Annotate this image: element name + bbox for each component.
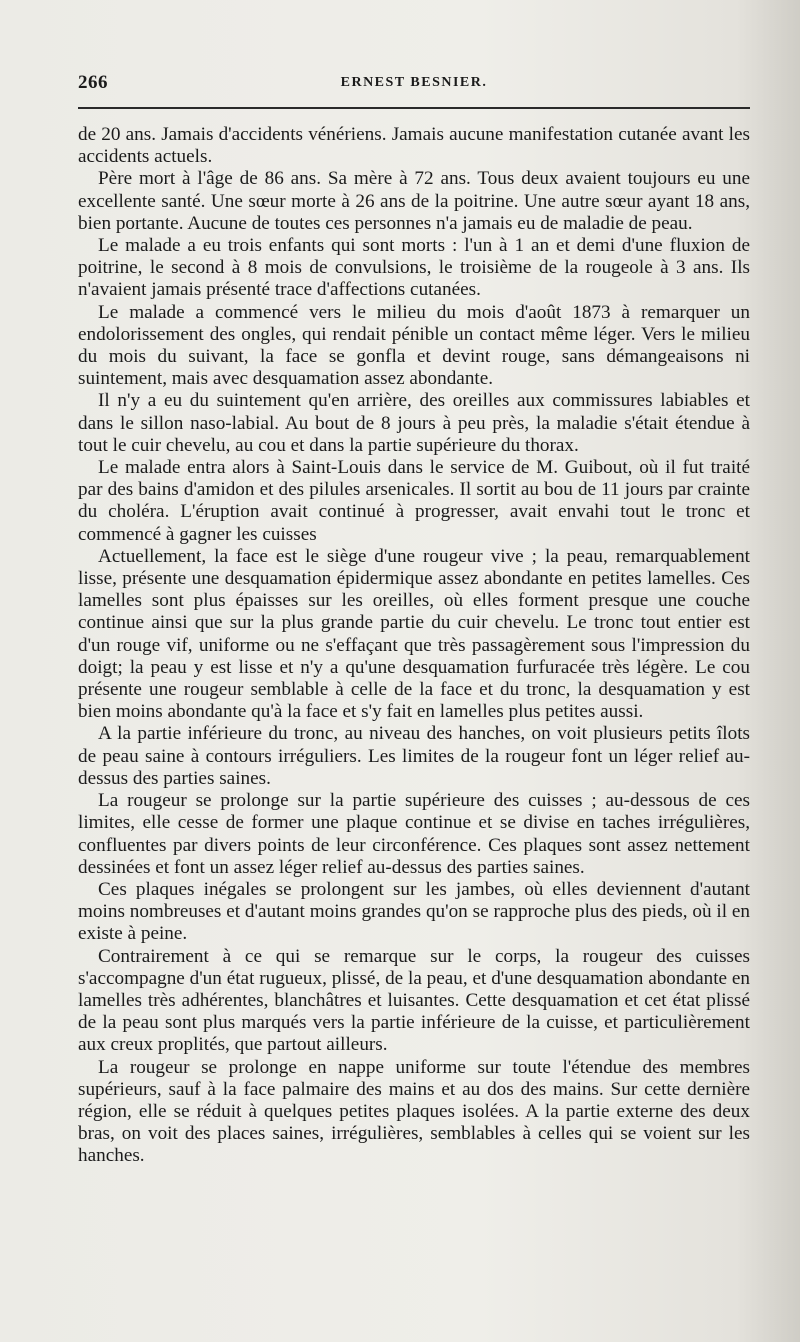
paragraph: de 20 ans. Jamais d'accidents vénériens. Jamais aucune manifestation cutanée avant les accidents actuels. (78, 124, 750, 168)
page-header (78, 72, 750, 98)
paragraph: Le malade a eu trois enfants qui sont morts : l'un à 1 an et demi d'une fluxion de poitrine, le second à 8 mois de convulsions, le troisième de la rougeole à 3 ans. Ils n'avaient jamais présenté trace d'affections cutanées. (78, 235, 750, 301)
paragraph: Ces plaques inégales se prolongent sur les jambes, où elles deviennent d'autant moins nombreuses et d'autant moins grandes qu'on se rapproche plus des pieds, où il en existe à peine. (78, 878, 750, 945)
paragraph: La rougeur se prolonge en nappe uniforme sur toute l'étendue des membres supérieurs, sauf à la face palmaire des mains et au dos des mains. Sur cette dernière région, elle se réduit à quelques petites plaques isolées. A la partie externe des deux bras, on voit des places saines, irrégulières, semblables à celles qui se voient sur les hanches. (78, 1056, 750, 1167)
paragraph: Il n'y a eu du suintement qu'en arrière, des oreilles aux commissures labiables et dans le sillon naso-labial. Au bout de 8 jours à peu près, la maladie s'était étendue à tout le cuir chevelu, au cou et dans la partie supérieure du thorax. (78, 390, 750, 456)
paragraph: Le malade a commencé vers le milieu du mois d'août 1873 à remarquer un endolorissement des ongles, qui rendait pénible un contact même léger. Vers le milieu du mois du suivant, la face se gonfla et devint rouge, sans démangeaisons ni suintement, mais avec desquamation assez abondante. (78, 301, 750, 390)
paragraph: Contrairement à ce qui se remarque sur le corps, la rougeur des cuisses s'accompagne d'un état rugueux, plissé, de la peau, et d'une desquamation abondante en lamelles très adhérentes, blanchâtres et luisantes. Cette desquamation et cet état plissé de la peau sont plus marqués vers la partie inférieure de la cuisse, et particulièrement aux creux proplités, que partout ailleurs. (78, 945, 750, 1056)
running-head: ERNEST BESNIER. (340, 75, 488, 90)
paragraph: A la partie inférieure du tronc, au niveau des hanches, on voit plusieurs petits îlots de peau saine à contours irréguliers. Les limites de la rougeur font un léger relief au-dessus des parties saines. (78, 723, 750, 789)
paragraph: La rougeur se prolonge sur la partie supérieure des cuisses ; au-dessous de ces limites, elle cesse de former une plaque continue et se divise en taches irrégulières, confluentes par divers points de leur circonférence. Ces plaques sont assez nettement dessinées et font un assez léger relief au-dessus des parties saines. (78, 790, 750, 878)
paragraph: Le malade entra alors à Saint-Louis dans le service de M. Guibout, où il fut traité par des bains d'amidon et des pilules arsenicales. Il sortit au bou de 11 jours par crainte du choléra. L'éruption avait continué à progresser, avait envahi tout le tronc et commencé à gagner les cuisses (78, 457, 750, 545)
page-number: 266 (78, 72, 108, 93)
paragraph: Actuellement, la face est le siège d'une rougeur vive ; la peau, remarquablement lisse, présente une desquamation épidermique assez abondante en petites lamelles. Ces lamelles sont plus épaisses sur les oreilles, où elles forment presque une couche continue ainsi que sur la plus grande partie du cuir chevelu. Le tronc tout entier est d'un rouge vif, uniforme ou ne s'effaçant que très passagèrement sous l'impression du doigt; la peau y est lisse et n'y a qu'une desquamation furfuracée très légère. Le cou présente une rougeur semblable à celle de la face et du tronc, la desquamation y est bien moins abondante qu'à la face et s'y fait en lamelles plus petites aussi. (78, 545, 750, 723)
body-text (78, 124, 750, 1168)
header-rule (78, 107, 750, 109)
paragraph: Père mort à l'âge de 86 ans. Sa mère à 72 ans. Tous deux avaient toujours eu une excellente santé. Une sœur morte à 26 ans de la poitrine. Une autre sœur ayant 18 ans, bien portante. Aucune de toutes ces personnes n'a jamais eu de maladie de peau. (78, 168, 750, 234)
